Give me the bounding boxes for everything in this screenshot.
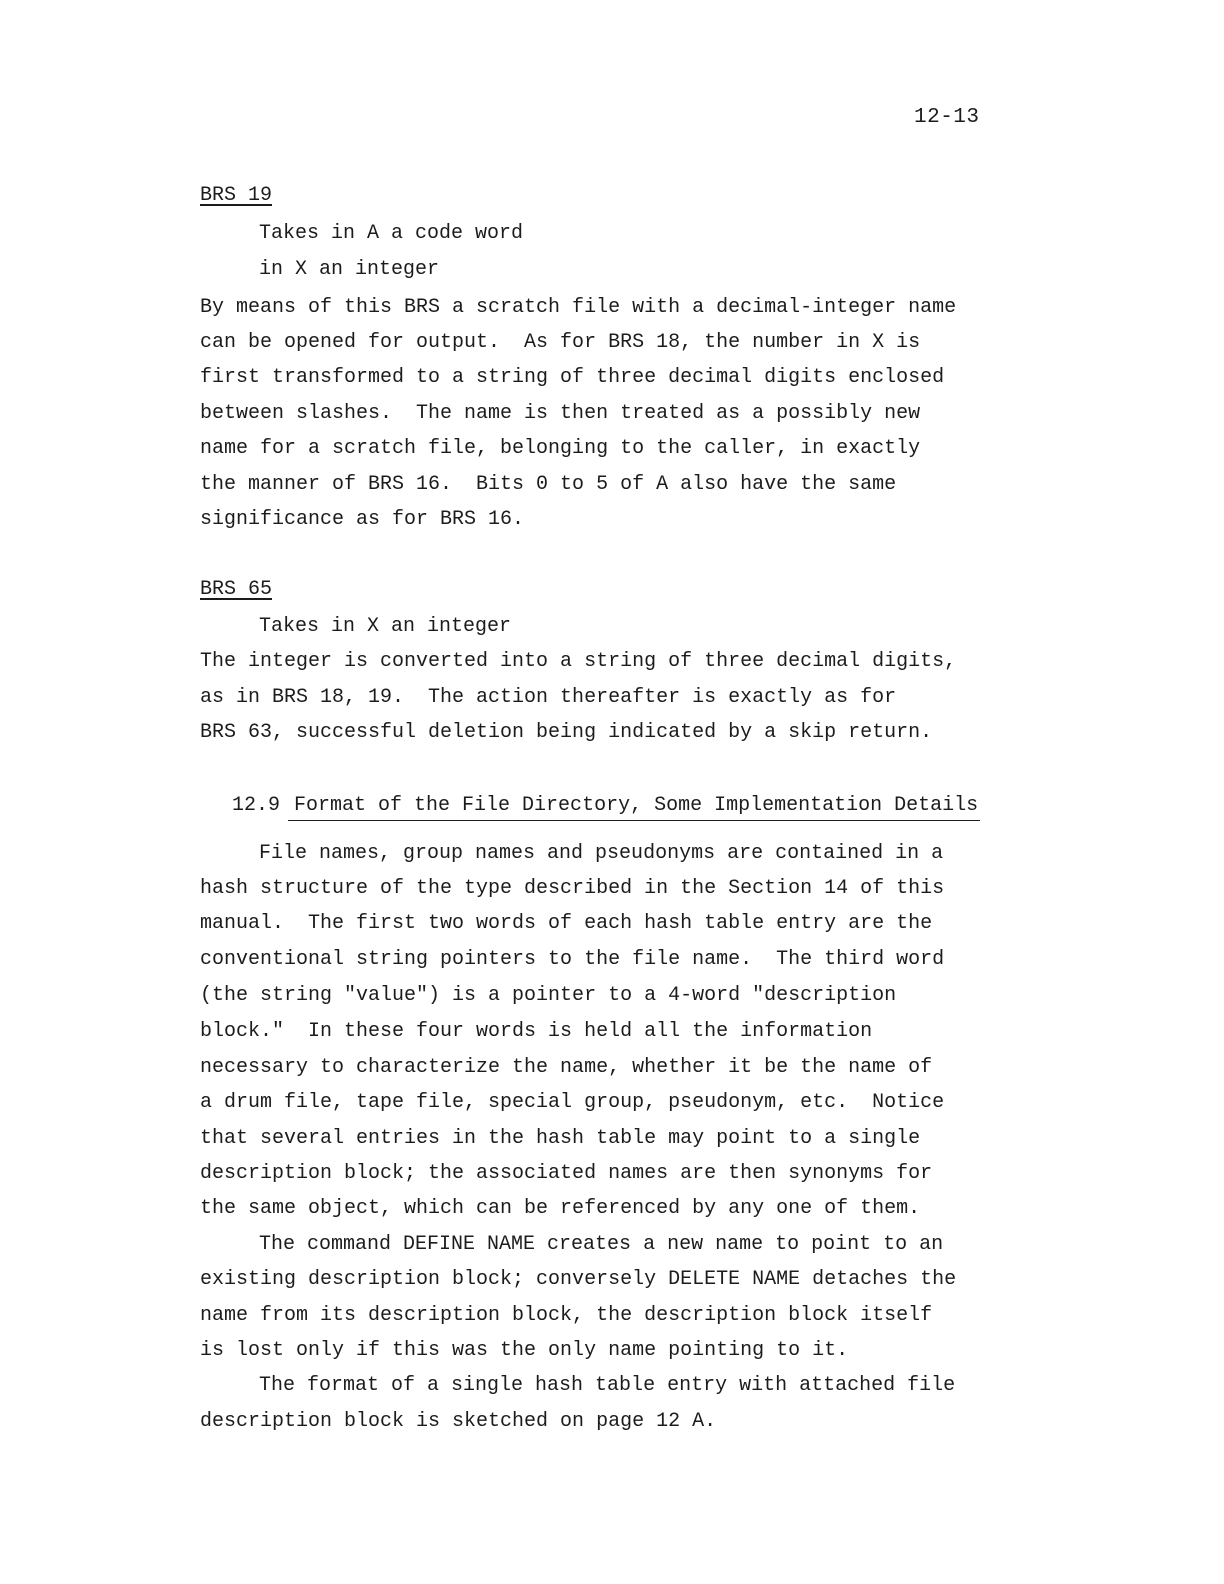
section-para1-line: manual. The first two words of each hash table entry are the	[200, 912, 933, 935]
section-para1-line: the same object, which can be referenced by any one of them.	[200, 1197, 921, 1220]
brs19-body-line: By means of this BRS a scratch file with a decimal-integer name	[200, 296, 957, 319]
section-number: 12.9	[232, 794, 281, 817]
brs19-body-line: first transformed to a string of three decimal digits enclosed	[200, 366, 945, 389]
section-para3-line: The format of a single hash table entry with attached file	[259, 1374, 956, 1397]
brs65-body-line: as in BRS 18, 19. The action thereafter is exactly as for	[200, 686, 897, 709]
brs65-takes-line: Takes in X an integer	[259, 615, 512, 638]
brs19-takes-line-1: Takes in A a code word	[259, 222, 524, 245]
brs65-body-line: The integer is converted into a string of three decimal digits,	[200, 650, 957, 673]
section-para1-line: necessary to characterize the name, whether it be the name of	[200, 1056, 933, 1079]
section-para2-line: name from its description block, the description block itself	[200, 1304, 933, 1327]
brs65-heading: BRS 65	[200, 578, 273, 601]
page-number: 12-13	[914, 106, 980, 129]
section-title: Format of the File Directory, Some Implementation Details	[288, 794, 980, 821]
brs19-body-line: name for a scratch file, belonging to the caller, in exactly	[200, 437, 921, 460]
brs65-body-line: BRS 63, successful deletion being indicated by a skip return.	[200, 721, 933, 744]
brs19-body-line: between slashes. The name is then treated as a possibly new	[200, 402, 921, 425]
brs19-body-line: significance as for BRS 16.	[200, 508, 525, 531]
brs19-takes-line-2: in X an integer	[259, 258, 440, 281]
section-para2-line: existing description block; conversely DELETE NAME detaches the	[200, 1268, 957, 1291]
section-para2-line: is lost only if this was the only name pointing to it.	[200, 1339, 849, 1362]
section-para1-line: conventional string pointers to the file name. The third word	[200, 948, 945, 971]
section-para1-line: hash structure of the type described in the Section 14 of this	[200, 877, 945, 900]
brs19-body-line: the manner of BRS 16. Bits 0 to 5 of A also have the same	[200, 473, 897, 496]
brs19-body-line: can be opened for output. As for BRS 18, the number in X is	[200, 331, 921, 354]
section-para1-line: block." In these four words is held all the information	[200, 1020, 873, 1043]
section-heading	[232, 794, 980, 821]
section-para1-line: File names, group names and pseudonyms are contained in a	[259, 842, 944, 865]
section-para3-line: description block is sketched on page 12 A.	[200, 1410, 717, 1433]
brs19-heading: BRS 19	[200, 184, 273, 207]
section-para1-line: (the string "value") is a pointer to a 4-word "description	[200, 984, 897, 1007]
section-para2-line: The command DEFINE NAME creates a new name to point to an	[259, 1233, 944, 1256]
section-para1-line: description block; the associated names are then synonyms for	[200, 1162, 933, 1185]
section-para1-line: that several entries in the hash table may point to a single	[200, 1127, 921, 1150]
section-para1-line: a drum file, tape file, special group, pseudonym, etc. Notice	[200, 1091, 945, 1114]
